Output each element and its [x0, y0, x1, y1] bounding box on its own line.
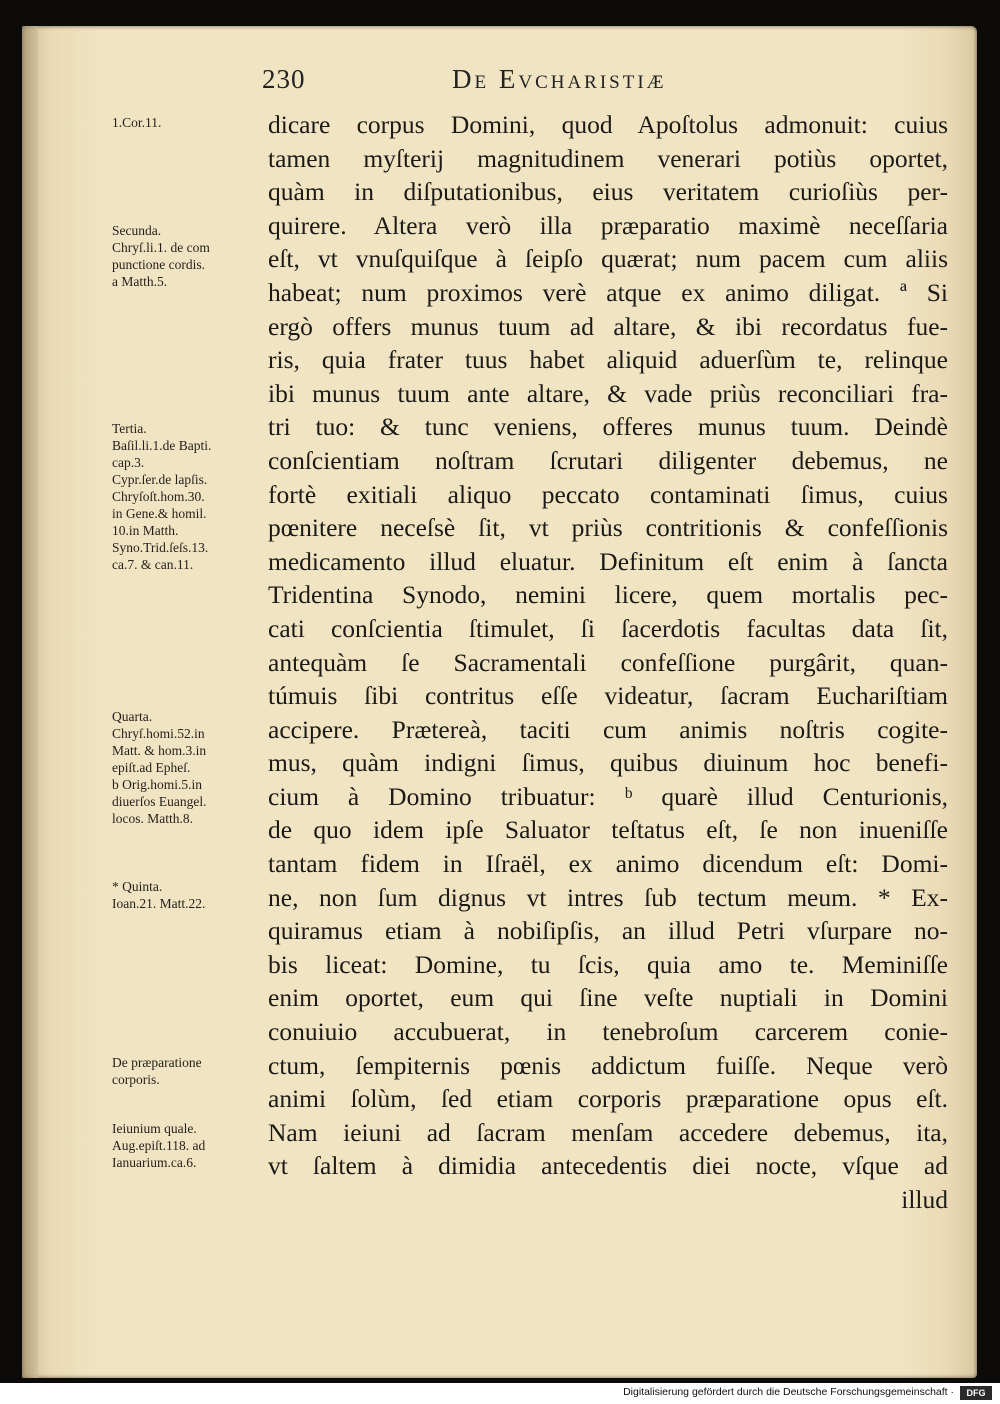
text-line: conſcientiam noſtram ſcrutari diligenter debemus, ne [268, 445, 948, 475]
marginal-note-1cor11 [112, 114, 264, 131]
funding-credit: Digitalisierung gefördert durch die Deutsche Forschungsgemeinschaft · [623, 1386, 954, 1398]
page-gutter-shadow [22, 26, 38, 1378]
marginal-note-line: Chryſ.li.1. de com [112, 240, 210, 255]
text-line: illud [901, 1185, 948, 1214]
marginal-note-line: punctione cordis. [112, 257, 205, 272]
text-line: tantam fidem in Iſraël, ex animo dicendum eſt: Domi- [268, 849, 948, 879]
text-line: eſt, vt vnuſquiſque à ſeipſo quærat; num pacem cum aliis [268, 244, 948, 274]
marginal-note-line: Baſil.li.1.de Bapti. [112, 438, 212, 453]
marginal-note-line: locos. Matth.8. [112, 811, 193, 826]
text-line: quiramus etiam à nobiſipſis, an illud Petri vſurpare no- [268, 916, 948, 946]
marginal-note-line: corporis. [112, 1072, 160, 1087]
running-head [262, 64, 952, 100]
marginal-note-line: Secunda. [112, 223, 162, 238]
marginal-note-line: * Quinta. [112, 879, 163, 894]
text-line: dicare corpus Domini, quod Apoſtolus admonuit: cuius [268, 110, 948, 139]
marginal-note-line: 1.Cor.11. [112, 115, 162, 130]
marginal-note-line: Quarta. [112, 709, 153, 724]
marginal-note-line: Aug.epiſt.118. ad [112, 1138, 206, 1153]
text-line: accipere. Prætereà, taciti cum animis noſtris cogite- [268, 714, 948, 744]
text-line: cium à Domino tribuatur: ᵇ quarè illud Centurionis, [268, 781, 948, 811]
text-line: ris, quia frater tuus habet aliquid aduerſùm te, relinque [268, 345, 948, 375]
text-line: de quo idem ipſe Saluator teſtatus eſt, ſe non inueniſſe [268, 815, 948, 845]
marginal-note-line: De præparatione [112, 1055, 202, 1070]
text-line: Nam ieiuni ad ſacram menſam accedere debemus, ita, [268, 1117, 948, 1147]
text-line: medicamento illud eluatur. Definitum eſt enim à ſancta [268, 546, 948, 576]
text-line: bis liceat: Domine, tu ſcis, quia amo te. Meminiſſe [268, 949, 948, 979]
text-line: quirere. Altera verò illa præparatio maximè neceſſaria [268, 210, 948, 240]
text-line: enim oportet, eum qui ſine veſte nuptiali in Domini [268, 983, 948, 1013]
marginal-note-line: cap.3. [112, 455, 145, 470]
marginal-note-line: Chryſoſt.hom.30. [112, 489, 205, 504]
text-line: Tridentina Synodo, nemini licere, quem mortalis pec- [268, 580, 948, 610]
text-line: fortè exitiali aliquo peccato contaminati ſimus, cuius [268, 479, 948, 509]
text-line: tri tuo: & tunc veniens, offeres munus tuum. Deindè [268, 412, 948, 442]
text-line: antequàm ſe Sacramentali confeſſione purgârit, quan- [268, 647, 948, 677]
marginal-note-line: Ieiunium quale. [112, 1121, 197, 1136]
text-line: ibi munus tuum ante altare, & vade priùs reconciliari fra- [268, 378, 948, 408]
text-line: ctum, ſempiternis pœnis addictum fuiſſe. Neque verò [268, 1050, 948, 1080]
main-text-block [268, 108, 948, 1217]
footer-bar [0, 1383, 1000, 1404]
marginal-note-line: b Orig.homi.5.in [112, 777, 202, 792]
marginal-note-line: diuerſos Euangel. [112, 794, 207, 809]
page-number: 230 [262, 64, 306, 94]
marginal-note-line: ca.7. & can.11. [112, 557, 194, 572]
text-line: conuiuio accubuerat, in tenebroſum carcerem conie- [268, 1017, 948, 1047]
marginal-note-line: a Matth.5. [112, 274, 168, 289]
marginal-note-line: Ioan.21. Matt.22. [112, 896, 206, 911]
marginal-note-line: in Gene.& homil. [112, 506, 207, 521]
text-line: tamen myſterij magnitudinem venerari potiùs oportet, [268, 143, 948, 173]
text-line: túmuis ſibi contritus eſſe videatur, ſacram Euchariſtiam [268, 681, 948, 711]
marginal-note-line: 10.in Matth. [112, 523, 179, 538]
dfg-logo: DFG [960, 1386, 992, 1400]
text-line: ne, non ſum dignus vt intres ſub tectum meum. * Ex- [268, 882, 948, 912]
marginal-note-quinta [112, 878, 264, 912]
text-line: mus, quàm indigni ſimus, quibus diuinum hoc benefi- [268, 748, 948, 778]
marginal-note-line: Ianuarium.ca.6. [112, 1155, 197, 1170]
marginal-note-line: Chryſ.homi.52.in [112, 726, 205, 741]
text-line: pœnitere neceſsè ſit, vt priùs contritionis & confeſſionis [268, 513, 948, 543]
marginal-note-line: epiſt.ad Epheſ. [112, 760, 191, 775]
marginal-note-praeparatione-corporis [112, 1054, 264, 1088]
text-line: vt ſaltem à dimidia antecedentis diei nocte, vſque ad [268, 1151, 948, 1181]
text-line: cati conſcientia ſtimulet, ſi ſacerdotis facultas data ſit, [268, 613, 948, 643]
marginal-note-line: Tertia. [112, 421, 147, 436]
marginal-note-quarta [112, 708, 264, 827]
text-line: animi ſolùm, ſed etiam corporis præparatione opus eſt. [268, 1084, 948, 1114]
marginal-note-line: Matt. & hom.3.in [112, 743, 207, 758]
marginal-note-ieiunium [112, 1120, 264, 1171]
text-line: habeat; num proximos verè atque ex animo diligat. ª Si [268, 277, 948, 307]
marginal-note-line: Syno.Trid.ſeſs.13. [112, 540, 209, 555]
text-line: quàm in diſputationibus, eius veritatem curioſiùs per- [268, 177, 948, 207]
marginal-note-secunda [112, 222, 264, 290]
marginal-note-line: Cypr.ſer.de lapſis. [112, 472, 208, 487]
text-line: ergò offers munus tuum ad altare, & ibi recordatus fue- [268, 311, 948, 341]
running-title: De Evcharistiæ [452, 64, 667, 94]
marginal-note-tertia [112, 420, 264, 573]
